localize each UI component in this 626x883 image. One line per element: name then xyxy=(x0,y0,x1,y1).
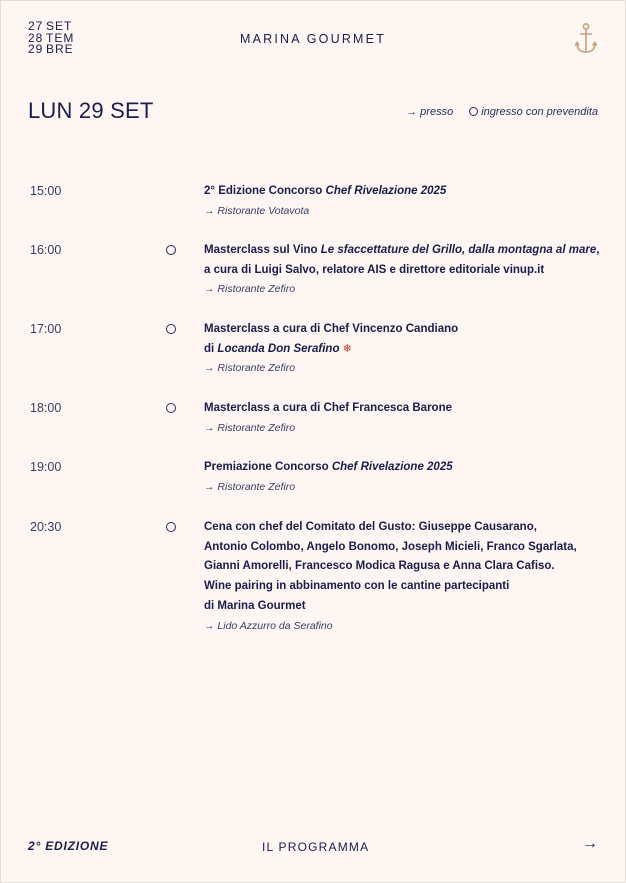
date-text: TEM xyxy=(46,30,75,45)
event-title-italic: Chef Rivelazione 2025 xyxy=(331,461,453,473)
event-title-text: Masterclass sul Vino xyxy=(204,244,321,256)
event-location: → Ristorante Zefiro xyxy=(204,283,296,296)
legend-ingresso xyxy=(469,106,598,118)
event-description-line: Cena con chef del Comitato del Gusto: Giuseppe Causarano, xyxy=(204,521,537,533)
event-title: Masterclass a cura di Chef Francesca Barone xyxy=(204,402,453,414)
date-number: 28 xyxy=(28,30,44,45)
programma-label: IL PROGRAMMA xyxy=(262,840,370,854)
circle-icon xyxy=(469,107,478,116)
event-description-line: Antonio Colombo, Angelo Bonomo, Joseph Micieli, Franco Sgarlata, xyxy=(204,540,577,553)
date-text: BRE xyxy=(46,42,74,56)
event-location: → Ristorante Zefiro xyxy=(204,362,296,375)
edition-label: 2° EDIZIONE xyxy=(28,839,109,853)
day-title xyxy=(28,98,154,124)
day-label: LUN 29 xyxy=(28,98,104,123)
event-location: → Ristorante Zefiro xyxy=(204,421,296,434)
event-description-line: Wine pairing in abbinamento con le cantine partecipanti xyxy=(204,580,510,593)
event-body xyxy=(204,241,604,299)
event-body xyxy=(204,320,604,378)
event-description-line: di Marina Gourmet xyxy=(204,599,306,612)
prevendita-circle-icon xyxy=(166,522,176,532)
event-title: Masterclass a cura di Chef Vincenzo Candiano xyxy=(204,323,459,335)
event-body xyxy=(204,399,604,438)
event-desc-italic: Locanda Don Serafino xyxy=(217,342,340,355)
event-time: 18:00 xyxy=(30,401,62,415)
snowflake-icon: ❄ xyxy=(342,342,352,355)
event-body xyxy=(204,458,604,497)
event-body xyxy=(204,518,604,636)
event-description xyxy=(204,340,604,360)
event-desc-text: di xyxy=(204,342,218,355)
event-title-text: Premiazione Concorso xyxy=(204,461,332,473)
event-time: 20:30 xyxy=(30,520,62,534)
legend xyxy=(406,106,598,118)
event-time: 17:00 xyxy=(30,322,62,336)
brand-title: MARINA GOURMET xyxy=(239,32,387,46)
event-title-text: 2° Edizione Concorso xyxy=(204,185,326,197)
event-description: a cura di Luigi Salvo, relatore AIS e direttore editoriale vinup.it xyxy=(204,263,545,276)
date-number: 27 xyxy=(28,19,44,33)
event-location: → Lido Azzurro da Serafino xyxy=(204,619,333,632)
date-text: SET xyxy=(46,19,73,33)
event-time: 19:00 xyxy=(30,460,62,474)
legend-ingresso-label: ingresso con prevendita xyxy=(481,106,598,118)
event-title xyxy=(204,241,604,261)
day-month: SET xyxy=(110,98,154,123)
date-number: 29 xyxy=(28,42,44,56)
event-title-italic: Le sfaccettature del Grillo, dalla montagna al mare xyxy=(320,244,597,256)
event-time: 15:00 xyxy=(30,184,62,198)
event-title xyxy=(204,182,604,202)
event-description-line: Gianni Amorelli, Francesco Modica Ragusa e Anna Clara Cafiso. xyxy=(204,560,555,573)
prevendita-circle-icon xyxy=(166,324,176,334)
event-title-text: , xyxy=(596,244,600,256)
next-arrow-icon[interactable]: → xyxy=(582,835,598,852)
anchor-icon xyxy=(574,22,598,56)
legend-presso: → presso xyxy=(406,106,454,118)
event-title xyxy=(204,458,604,478)
prevendita-circle-icon xyxy=(166,245,176,255)
prevendita-circle-icon xyxy=(166,403,176,413)
event-body xyxy=(204,182,604,221)
event-location: → Ristorante Zefiro xyxy=(204,480,296,493)
event-time: 16:00 xyxy=(30,243,62,257)
event-title-italic: Chef Rivelazione 2025 xyxy=(325,185,447,197)
event-location: → Ristorante Votavota xyxy=(204,204,310,217)
